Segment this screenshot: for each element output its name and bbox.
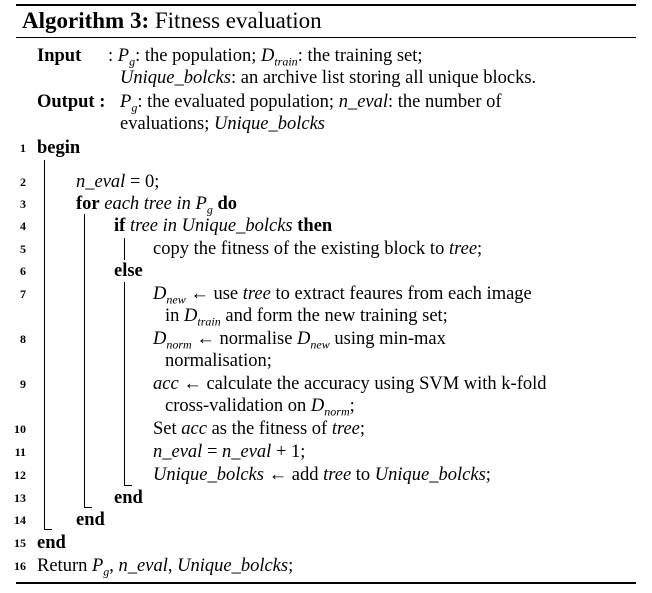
algorithm-name: Fitness evaluation — [154, 8, 322, 33]
line-number-11: 11 — [14, 445, 26, 459]
line-number-5: 5 — [20, 242, 26, 256]
line-2: n_eval = 0; — [76, 172, 160, 192]
line-11: n_eval = n_eval + 1; — [153, 442, 306, 462]
line-4: if tree in Unique_bolcks then — [114, 216, 333, 236]
line-8b: normalisation; — [165, 351, 272, 371]
line-number-8: 8 — [20, 332, 26, 346]
output-line-2: evaluations; Unique_bolcks — [120, 114, 326, 134]
line-10: Set acc as the fitness of tree; — [153, 419, 366, 439]
input-line-2: Unique_bolcks: an archive list storing all unique blocks. — [120, 68, 537, 88]
line-7b: in $D_{train}$ and form the new training set; — [165, 306, 448, 329]
line-number-13: 13 — [14, 491, 26, 505]
line-1-begin: begin — [37, 138, 81, 158]
title-rule — [16, 37, 636, 38]
line-number-10: 10 — [14, 422, 26, 436]
line-number-14: 14 — [14, 513, 26, 527]
input-label: Input — [37, 46, 82, 66]
block-bar-if — [124, 238, 125, 260]
top-rule — [16, 4, 636, 6]
algorithm-title — [22, 7, 322, 35]
output-label: Output : — [37, 92, 106, 112]
block-bar-begin — [44, 160, 45, 530]
block-bar-else — [124, 282, 125, 486]
algorithm-label: Algorithm 3: — [22, 8, 150, 33]
line-15-end: end — [37, 533, 66, 553]
line-number-1: 1 — [20, 141, 26, 155]
line-9a: acc ← calculate the accuracy using SVM with k-fold — [153, 374, 547, 394]
line-12: Unique_bolcks ← add tree to Unique_bolcks; — [153, 465, 491, 485]
line-7a: $D_{new}$ ← use tree to extract feaures from each image — [153, 284, 532, 307]
line-number-9: 9 — [20, 377, 26, 391]
line-number-4: 4 — [20, 219, 26, 233]
line-16: Return $P_g$, n_eval, Unique_bolcks; — [37, 556, 294, 579]
line-number-7: 7 — [20, 287, 26, 301]
line-6-else: else — [114, 261, 143, 281]
line-8a: $D_{norm}$ ← normalise $D_{new}$ using min-max — [153, 329, 446, 352]
line-13-end: end — [114, 488, 143, 508]
line-number-2: 2 — [20, 175, 26, 189]
line-3: for each tree in $P_g$ do — [76, 194, 237, 217]
line-number-12: 12 — [14, 468, 26, 482]
bottom-rule — [16, 582, 636, 584]
line-number-16: 16 — [14, 559, 26, 573]
line-number-15: 15 — [14, 536, 26, 550]
input-line-1: : $P_g$: the population; $D_{train}$: the training set; — [108, 46, 423, 69]
line-9b: cross-validation on $D_{norm}$; — [165, 396, 355, 419]
block-bar-for — [84, 214, 85, 508]
line-number-6: 6 — [20, 264, 26, 278]
line-number-3: 3 — [20, 197, 26, 211]
output-line-1: $P_g$: the evaluated population; n_eval: the number of — [120, 92, 502, 115]
line-14-end: end — [76, 510, 105, 530]
line-5: copy the fitness of the existing block to tree; — [153, 239, 483, 259]
